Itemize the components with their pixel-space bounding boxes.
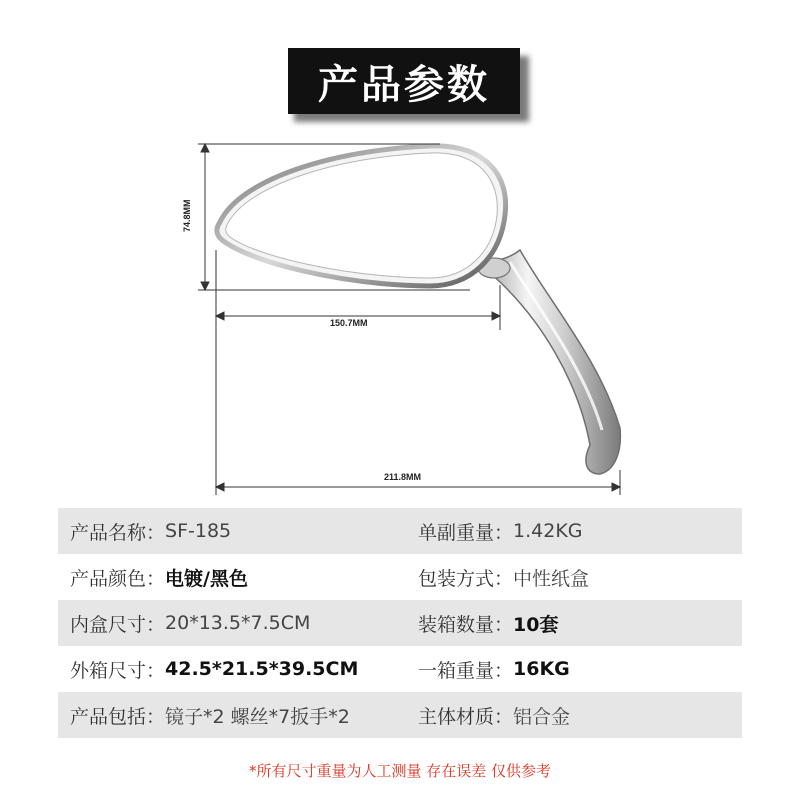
spec-cell <box>58 564 418 591</box>
spec-value: 16KG <box>513 658 570 680</box>
spec-value: 中性纸盒 <box>513 567 590 590</box>
spec-value: 20*13.5*7.5CM <box>165 612 311 634</box>
page-title: 产品参数 <box>288 48 520 114</box>
spec-cell <box>58 656 418 683</box>
spec-value: 镜子*2 螺丝*7扳手*2 <box>165 705 350 728</box>
spec-row <box>58 692 742 738</box>
spec-label: 产品名称： <box>70 521 166 544</box>
spec-value: 10套 <box>513 613 559 636</box>
spec-cell <box>58 518 418 545</box>
spec-label: 产品颜色： <box>70 567 166 590</box>
spec-value: 42.5*21.5*39.5CM <box>165 658 359 680</box>
dim-head-width-label: 150.7MM <box>330 318 368 328</box>
spec-value: 电镀/黑色 <box>165 567 248 590</box>
spec-row <box>58 508 742 554</box>
spec-row <box>58 646 742 692</box>
spec-table <box>58 508 742 738</box>
spec-cell <box>418 610 742 637</box>
disclaimer-note: *所有尺寸重量为人工测量 存在误差 仅供参考 <box>248 762 552 780</box>
spec-label: 装箱数量： <box>418 613 514 636</box>
spec-label: 内盒尺寸： <box>70 613 166 636</box>
spec-cell <box>58 610 418 637</box>
spec-label: 包装方式： <box>418 567 514 590</box>
mirror-arm <box>478 250 620 474</box>
spec-label: 产品包括： <box>70 705 166 728</box>
spec-row <box>58 554 742 600</box>
spec-label: 外箱尺寸： <box>70 659 166 682</box>
spec-value: 铝合金 <box>513 705 571 728</box>
spec-label: 单副重量： <box>418 521 514 544</box>
spec-label: 主体材质： <box>418 705 514 728</box>
spec-cell <box>418 518 742 545</box>
spec-value: 1.42KG <box>513 520 583 542</box>
spec-cell <box>418 656 742 683</box>
spec-label: 一箱重量： <box>418 659 514 682</box>
spec-row <box>58 600 742 646</box>
spec-cell <box>418 702 742 729</box>
spec-value: SF-185 <box>165 520 232 542</box>
dim-height-label: 74.8MM <box>182 199 192 232</box>
spec-cell <box>418 564 742 591</box>
spec-cell <box>58 702 418 729</box>
dim-total-width-label: 211.8MM <box>384 472 422 482</box>
